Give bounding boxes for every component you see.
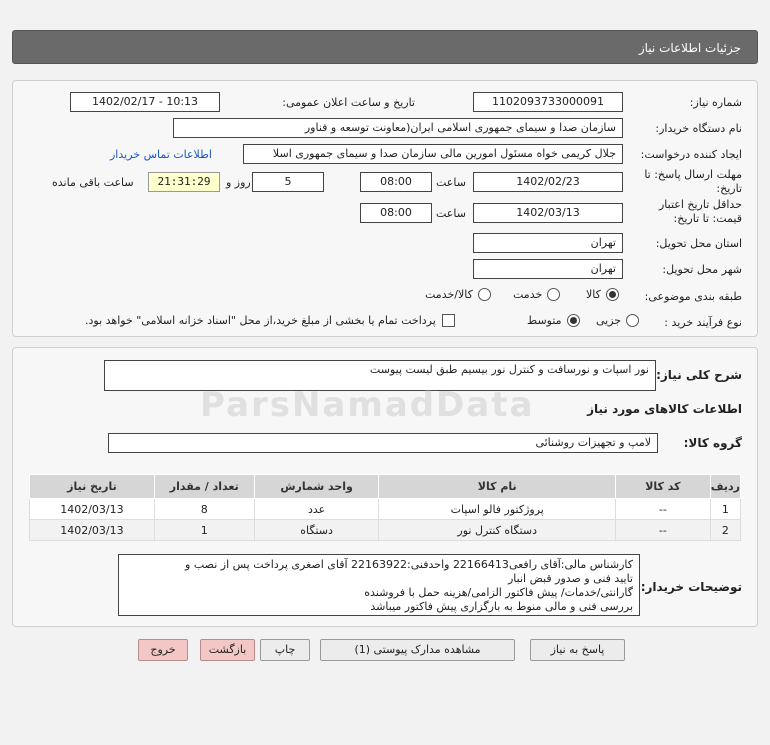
cell-index: 2 — [710, 520, 740, 541]
validity-label: حداقل تاریخ اعتبار قیمت: تا تاریخ: — [658, 198, 742, 225]
buyer-notes-line: کارشناس مالی:آقای رافعی22166413 واحدفنی:22163922 آقای اصغری پرداخت پس از نصب و — [185, 558, 633, 571]
cell-name: پروژکتور فالو اسپات — [379, 499, 616, 520]
process-option-medium[interactable]: متوسط — [527, 314, 580, 327]
cell-name: دستگاه کنترل نور — [379, 520, 616, 541]
announce-label: تاریخ و ساعت اعلان عمومی: — [282, 96, 415, 109]
cell-date: 1402/03/13 — [30, 520, 155, 541]
table-row — [30, 499, 741, 520]
cell-unit: عدد — [254, 499, 379, 520]
creator-label: ایجاد کننده درخواست: — [640, 148, 742, 161]
goods-section-title: اطلاعات کالاهای مورد نیاز — [587, 402, 742, 416]
deadline-time-label: ساعت — [436, 176, 466, 189]
cell-qty: 8 — [154, 499, 254, 520]
category-label: طبقه بندی موضوعی: — [644, 290, 742, 303]
goods-group-field: لامپ و تجهیزات روشنائی — [108, 433, 658, 453]
remaining-time-field: 21:31:29 — [148, 172, 220, 192]
cell-qty: 1 — [154, 520, 254, 541]
buyer-contact-link[interactable]: اطلاعات تماس خریدار — [110, 148, 212, 161]
goods-group-label: گروه کالا: — [683, 436, 742, 450]
radio-selected-icon[interactable] — [567, 314, 580, 327]
col-header-qty: تعداد / مقدار — [154, 475, 254, 499]
radio-icon[interactable] — [547, 288, 560, 301]
days-field: 5 — [252, 172, 324, 192]
announce-field: 1402/02/17 - 10:13 — [70, 92, 220, 112]
category-option-goods[interactable]: کالا — [586, 288, 619, 301]
radio-icon[interactable] — [626, 314, 639, 327]
goods-table-wrap — [29, 474, 741, 541]
need-number-label: شماره نیاز: — [689, 96, 742, 109]
remaining-label: ساعت باقی مانده — [52, 176, 134, 189]
validity-time-label: ساعت — [436, 207, 466, 220]
table-header-row — [30, 475, 741, 499]
cell-unit: دستگاه — [254, 520, 379, 541]
treasury-payment-option[interactable]: پرداخت تمام یا بخشی از مبلغ خرید،از محل "اسناد خزانه اسلامی" خواهد بود. — [85, 314, 455, 327]
summary-label: شرح کلی نیاز: — [656, 368, 742, 382]
exit-button[interactable]: خروج — [138, 639, 188, 661]
col-header-unit: واحد شمارش — [254, 475, 379, 499]
page-title: جزئیات اطلاعات نیاز — [638, 41, 741, 55]
col-header-index: ردیف — [710, 475, 740, 499]
city-label: شهر محل تحویل: — [662, 263, 742, 276]
validity-date-field: 1402/03/13 — [473, 203, 623, 223]
days-label: روز و — [226, 176, 251, 189]
col-header-name: نام کالا — [379, 475, 616, 499]
creator-field: جلال کریمی خواه مسئول امورین مالی سازمان صدا و سیمای جمهوری اسلا — [243, 144, 623, 164]
buyer-org-label: نام دستگاه خریدار: — [655, 122, 742, 135]
cell-code: -- — [615, 499, 710, 520]
need-number-field: 1102093733000091 — [473, 92, 623, 112]
radio-selected-icon[interactable] — [606, 288, 619, 301]
print-button[interactable]: چاپ — [260, 639, 310, 661]
cell-index: 1 — [710, 499, 740, 520]
deadline-date-field: 1402/02/23 — [473, 172, 623, 192]
watermark: ParsNamadData — [200, 385, 535, 425]
deadline-time-field: 08:00 — [360, 172, 432, 192]
buyer-notes-line: گارانتی/خدمات/ پیش فاکتور الزامی/هزینه حمل با فروشنده — [364, 586, 633, 599]
summary-field: نور اسپات و نورسافت و کنترل نور بیسیم طبق لیست پیوست — [104, 360, 656, 391]
col-header-code: کد کالا — [615, 475, 710, 499]
reply-button[interactable]: پاسخ به نیاز — [530, 639, 625, 661]
validity-time-field: 08:00 — [360, 203, 432, 223]
category-option-goods-service[interactable]: کالا/خدمت — [425, 288, 491, 301]
back-button[interactable]: بازگشت — [200, 639, 255, 661]
buyer-notes-label: توضیحات خریدار: — [640, 580, 742, 594]
col-header-date: تاریخ نیاز — [30, 475, 155, 499]
page-header — [12, 30, 758, 64]
goods-table — [29, 474, 741, 541]
cell-code: -- — [615, 520, 710, 541]
city-field: تهران — [473, 259, 623, 279]
process-label: نوع فرآیند خرید : — [664, 316, 742, 329]
radio-icon[interactable] — [478, 288, 491, 301]
buyer-notes-line: بررسی فنی و مالی منوط به بارگزاری پیش فاکتور میباشد — [370, 600, 633, 613]
table-row — [30, 520, 741, 541]
category-option-service[interactable]: خدمت — [513, 288, 560, 301]
province-field: تهران — [473, 233, 623, 253]
buyer-notes-line: تایید فنی و صدور قبض انبار — [507, 572, 633, 585]
deadline-label: مهلت ارسال پاسخ: تا تاریخ: — [644, 168, 742, 195]
buyer-org-field: سازمان صدا و سیمای جمهوری اسلامی ایران(معاونت توسعه و فناور — [173, 118, 623, 138]
view-attachments-button[interactable]: مشاهده مدارک پیوستی (1) — [320, 639, 515, 661]
cell-date: 1402/03/13 — [30, 499, 155, 520]
province-label: استان محل تحویل: — [655, 237, 742, 250]
checkbox-icon[interactable] — [442, 314, 455, 327]
process-option-minor[interactable]: جزیی — [596, 314, 639, 327]
buyer-notes-box — [118, 554, 640, 616]
